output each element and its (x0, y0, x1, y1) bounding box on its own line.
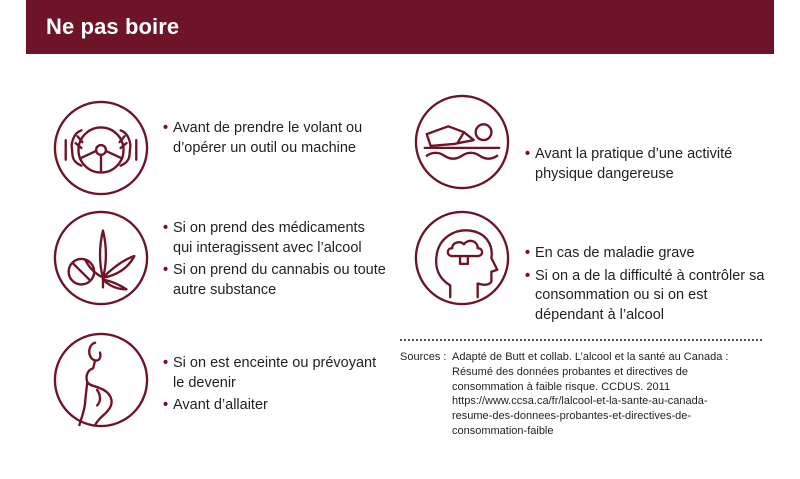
group-illness-dependence (525, 244, 765, 328)
group-substances (163, 219, 388, 303)
title-banner (26, 0, 774, 54)
list-item: • En cas de maladie grave (525, 244, 765, 264)
group-pregnancy (163, 354, 388, 419)
source-line: Adapté de Butt et collab. L’alcool et la santé au Canada : (452, 351, 729, 363)
divider (400, 339, 762, 341)
source-url-line: resume-des-donnees-probantes-et-directives-de- (452, 410, 692, 423)
source-url-line: consommation-faible (452, 424, 554, 437)
sources (400, 350, 770, 439)
steering-wheel-hands-icon (52, 99, 150, 197)
head-brain-icon (413, 209, 511, 307)
source-line: Résumé des données probantes et directives de (452, 365, 689, 378)
list-item: • Si on est enceinte ou prévoyant le devenir (163, 354, 388, 393)
group-driving (163, 119, 388, 161)
cannabis-leaf-pill-icon (52, 209, 150, 307)
source-url-line: https://www.ccsa.ca/fr/lalcool-et-la-sante-au-canada- (452, 395, 708, 408)
sources-label: Sources : (400, 351, 447, 363)
source-line: consommation à faible risque. CCDUS. 2011 (452, 380, 671, 393)
page-title: Ne pas boire (46, 14, 180, 39)
list-item: • Avant la pratique d’une activité physique dangereuse (525, 145, 765, 184)
list-item: • Avant d’allaiter (163, 396, 388, 416)
swimmer-icon (413, 93, 511, 191)
list-item: • Si on a de la difficulté à contrôler sa consommation ou si on est dépendant à l’alcool (525, 267, 765, 326)
list-item: • Si on prend des médicaments qui interagissent avec l’alcool (163, 219, 388, 258)
list-item: • Si on prend du cannabis ou toute autre substance (163, 261, 388, 300)
pregnant-woman-icon (52, 331, 150, 429)
group-physical-activity (525, 145, 765, 187)
list-item: • Avant de prendre le volant ou d’opérer un outil ou machine (163, 119, 388, 158)
